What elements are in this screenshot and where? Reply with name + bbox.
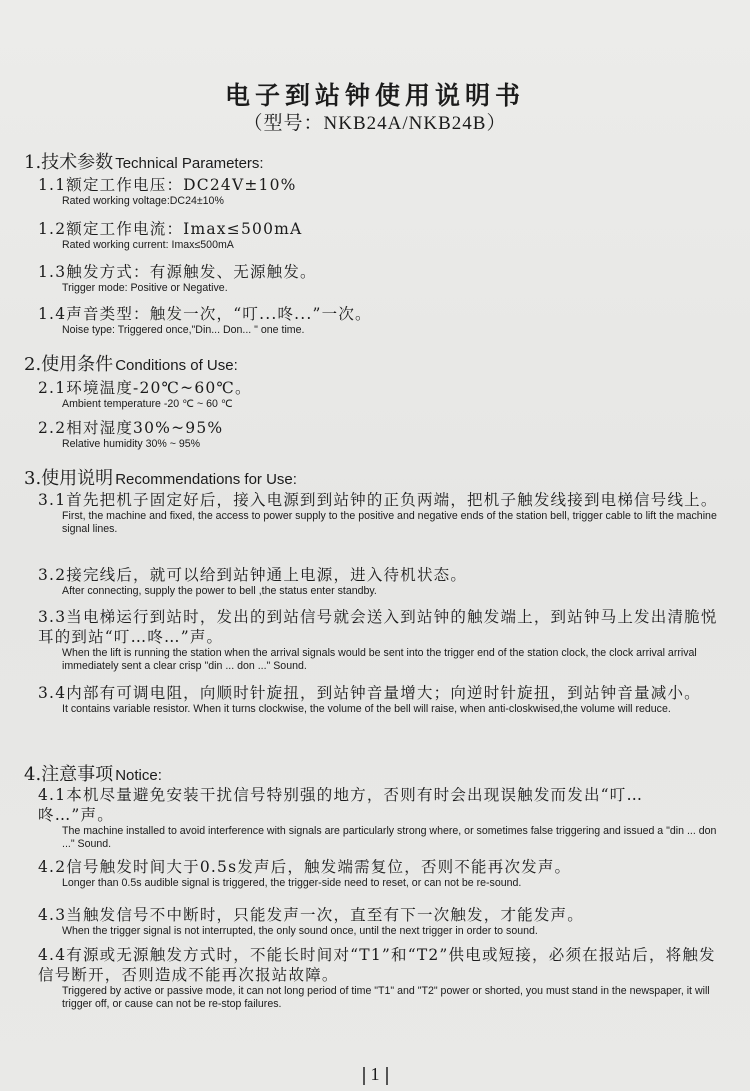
section-heading-conditions-of-use: 2.使用条件 Conditions of Use: xyxy=(24,354,238,375)
section-heading-notice: 4.注意事项 Notice: xyxy=(24,764,162,785)
notice-item-4-2: 4.2信号触发时间大于0.5s发声后，触发端需复位，否则不能再次发声。 Longer than 0.5s audible signal is triggered, the trigger-side need to reset, or can not be re-sound. xyxy=(38,858,572,889)
spec-item-noise-type: 1.4声音类型：触发一次，“叮...咚...”一次。 Noise type: Triggered once,"Din... Don... " one time. xyxy=(38,305,372,336)
usage-item-3-3: 3.3当电梯运行到站时，发出的到站信号就会送入到站钟的触发端上，到站钟马上发出清脆悦耳的到站“叮…咚…”声。 When the lift is running the station when the arrival signals would be sent into the trigger end of the station clock, the clock arrival arrival immediately sent a clear crisp "din ... don ..." Sound. xyxy=(38,608,718,672)
notice-item-4-3: 4.3当触发信号不中断时，只能发声一次，直至有下一次触发，才能发声。 When the trigger signal is not interrupted, the only sound once, until the next trigger in order to sound. xyxy=(38,906,584,937)
spec-item-rated-voltage: 1.1额定工作电压：DC24V±10% Rated working voltage:DC24±10% xyxy=(38,176,297,207)
section-heading-technical-parameters: 1.技术参数 Technical Parameters: xyxy=(24,152,264,173)
usage-item-3-2: 3.2接完线后，就可以给到站钟通上电源，进入待机状态。 After connecting, supply the power to bell ,the status enter standby. xyxy=(38,566,468,597)
condition-item-humidity: 2.2相对湿度30%~95% Relative humidity 30% ~ 95% xyxy=(38,419,224,450)
model-subtitle: （型号：NKB24A/NKB24B） xyxy=(243,113,507,134)
notice-item-4-1: 4.1本机尽量避免安装干扰信号特别强的地方，否则有时会出现误触发而发出“叮…咚…”声。 The machine installed to avoid interference with signals are particularly strong where, or sometimes false triggering and issued a "din ... don ..." Sound. xyxy=(38,786,717,850)
usage-item-3-4: 3.4内部有可调电阻，向顺时针旋扭，到站钟音量增大；向逆时针旋扭，到站钟音量减小。 It contains variable resistor. When it turns clockwise, the volume of the bell will raise, when anti-closkwised,the volume will reduce. xyxy=(38,684,701,715)
notice-item-4-4: 4.4有源或无源触发方式时，不能长时间对“T1”和“T2”供电或短接，必须在报站后，将触发信号断开，否则造成不能再次报站故障。 Triggered by active or passive mode, it can not long period of time "T1" and "T2" power or shorted, you must stand in the newspaper, it will trigger off, or cause can not be re-stop failures. xyxy=(38,946,716,1010)
page-title: 电子到站钟使用说明书 xyxy=(224,81,525,110)
page-number: 1 xyxy=(0,1064,750,1085)
spec-item-trigger-mode: 1.3触发方式：有源触发、无源触发。 Trigger mode: Positive or Negative. xyxy=(38,263,317,294)
spec-item-rated-current: 1.2额定工作电流：Imax≤500mA Rated working current: Imax≤500mA xyxy=(38,220,303,251)
section-heading-recommendations: 3.使用说明 Recommendations for Use: xyxy=(24,468,297,489)
usage-item-3-1: 3.1首先把机子固定好后，接入电源到到站钟的正负两端，把机子触发线接到电梯信号线上。 First, the machine and fixed, the access to power supply to the positive and negative ends of the station bell, trigger cable to lift the machine signal lines. xyxy=(38,491,718,535)
condition-item-temperature: 2.1环境温度-20℃~60℃。 Ambient temperature -20 ℃ ~ 60 ℃ xyxy=(38,379,252,410)
